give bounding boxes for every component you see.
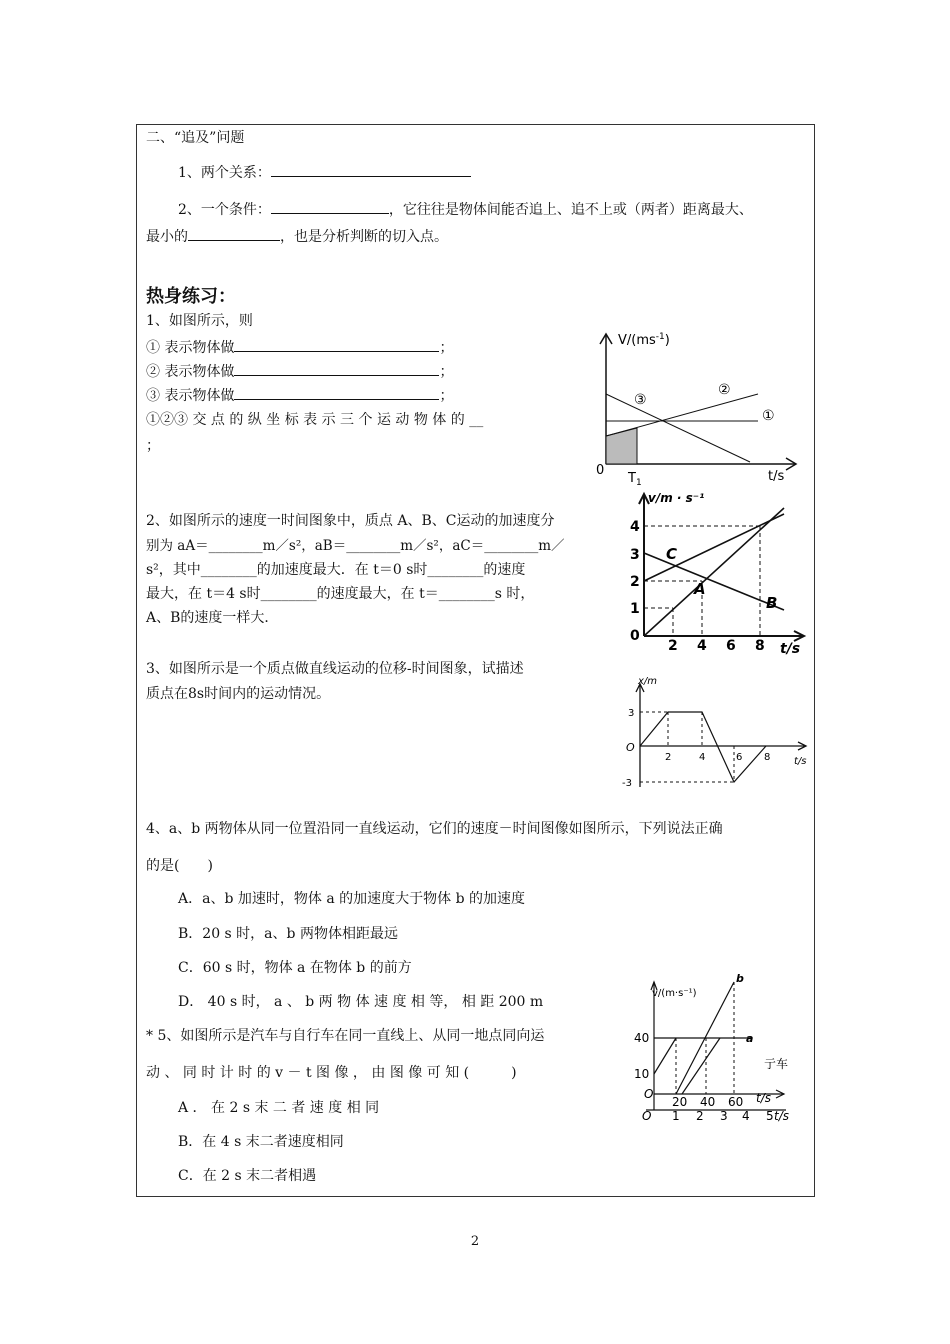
q2-vt-graph [622,488,814,660]
q1-item-label: ② 表示物体做 [146,364,235,380]
q5-line-2: 动 、 同 时 计 时 的 v － t 图 像 ， 由 图 像 可 知 ( ) [146,1065,517,1081]
q4-q5-vt-graph [624,970,808,1122]
q1-line-1-label: ① [762,408,775,424]
q2-line-5: A、B的速度一样大． [146,610,279,626]
q4-option-d: D． 40 s 时， a 、 b 两 物 体 速 度 相 等， 相 距 200 m [178,994,544,1010]
q2-line-4: 最大，在 t＝4 s时________的速度最大，在 t＝________s 时， [146,586,535,602]
condition-text-3: ，也是分析判断的切入点。 [280,229,448,245]
q4-xlabel: t/s [756,1091,771,1105]
condition-line-2 [146,226,448,247]
q4-ytick-40: 40 [634,1031,650,1045]
section-title: 二、“追及”问题 [146,130,245,146]
q2-ytick: 3 [630,547,640,563]
q1-end: ； [439,388,454,404]
q4-line-a-label: a [746,1032,754,1045]
q4-xtick: 40 [700,1095,716,1109]
q5-xtick: 5 [766,1109,774,1122]
q2-line-2: 别为 aA＝________m／s²，aB＝________m／s²，aC＝________m／ [146,538,565,554]
q1-intro: 1、如图所示，则 [146,313,253,329]
q5-origin: O [642,1109,652,1122]
q2-label-a: A [694,580,706,598]
q1-end: ； [439,364,454,380]
q4-ytick-10: 10 [634,1067,650,1081]
q2-ytick: 0 [630,628,640,644]
q3-xlabel: t/s [794,756,807,767]
condition-text-2: 最小的 [146,229,188,245]
q4-line-1: 4、a、b 两物体从同一位置沿同一直线运动，它们的速度－时间图像如图所示，下列说法正确 [146,821,723,837]
q2-xlabel: t/s [780,641,801,657]
q2-ytick: 2 [630,574,640,590]
q2-ylabel: v/m · s⁻¹ [648,491,705,505]
q5-option-a: A ． 在 2 s 末 二 者 速 度 相 同 [178,1100,380,1116]
q1-xlabel: t/s [768,469,785,484]
q4-option-c: C．60 s 时，物体 a 在物体 b 的前方 [178,960,412,976]
q5-xlabel: t/s [774,1109,789,1122]
q2-xtick: 6 [726,638,736,654]
page-number: 2 [470,1234,480,1249]
q2-line-1: 2、如图所示的速度一时间图象中，质点 A、B、C运动的加速度分 [146,513,555,529]
q2-xtick: 8 [755,638,765,654]
q5-line-1: * 5、如图所示是汽车与自行车在同一直线上、从同一地点同向运 [146,1028,545,1044]
q5-option-b: B．在 4 s 末二者速度相同 [178,1134,344,1150]
relations-label: 1、两个关系： [178,165,271,181]
q4-origin: O [644,1087,654,1101]
answer-blank[interactable] [271,199,389,214]
q1-end: ； [439,340,454,356]
q3-ytick: 3 [628,708,635,719]
q3-origin: O [626,741,635,754]
q1-origin: 0 [596,463,605,478]
q4-option-b: B．20 s 时，a、b 两物体相距最远 [178,926,398,942]
q1-item-label: ③ 表示物体做 [146,388,235,404]
q2-line-3: s²，其中________的加速度最大．在 t＝0 s时________的速度 [146,562,526,578]
condition-label: 2、一个条件： [178,202,271,218]
q1-line-5: ； [146,438,160,454]
q4-line-2: 的是( ) [146,858,213,874]
answer-blank[interactable] [234,337,439,352]
warmup-heading: 热身练习： [146,286,236,307]
q2-xtick: 4 [697,638,707,654]
q3-xt-graph [620,672,812,796]
q3-ylabel: x/m [638,676,658,687]
q2-label-c: C [666,545,678,563]
q1-line-4: ①②③ 交 点 的 纵 坐 标 表 示 三 个 运 动 物 体 的 __ [146,412,484,428]
q5-xtick: 4 [742,1109,750,1122]
condition-line [178,199,753,220]
q1-line-1 [146,337,453,358]
q2-ytick: 4 [630,519,640,535]
q5-xtick: 3 [720,1109,728,1122]
q1-ylabel: $V/(ms^{-1})$ [618,332,670,348]
q1-vt-graph [588,324,803,486]
answer-blank[interactable] [271,162,471,177]
q4-xtick: 60 [728,1095,744,1109]
q3-xtick: 6 [736,752,743,763]
q2-ytick: 1 [630,601,640,617]
q5-xtick: 2 [696,1109,704,1122]
relations-line [178,162,471,183]
q1-item-label: ① 表示物体做 [146,340,235,356]
q2-xtick: 2 [668,638,678,654]
q1-line-2-label: ② [718,382,731,398]
q3-xtick: 2 [665,752,672,763]
q5-xtick: 1 [672,1109,680,1122]
q1-line-3-label: ③ [634,392,647,408]
q4-line-b-label: b [736,972,744,985]
answer-blank[interactable] [234,361,439,376]
answer-blank[interactable] [188,226,280,241]
q4-xtick: 20 [672,1095,688,1109]
q1-line-2 [146,361,453,382]
q3-line-1: 3、如图所示是一个质点做直线运动的位移-时间图象，试描述 [146,661,524,677]
q3-ytick: -3 [622,778,632,789]
q3-xtick: 8 [764,752,771,763]
q3-line-2: 质点在8s时间内的运动情况。 [146,686,331,702]
q5-graph-label: 亍车 [764,1057,789,1071]
q2-label-b: B [766,594,778,612]
q1-t1-label: $T_1$ [628,471,642,486]
q4-option-a: A．a、b 加速时，物体 a 的加速度大于物体 b 的加速度 [178,891,525,907]
q5-option-c: C．在 2 s 末二者相遇 [178,1168,317,1184]
q1-line-3 [146,385,453,406]
answer-blank[interactable] [234,385,439,400]
condition-text: ，它往往是物体间能否追上、追不上或（两者）距离最大、 [388,202,753,218]
q4-ylabel: v/(m·s⁻¹) [652,988,697,999]
q3-xtick: 4 [699,752,706,763]
